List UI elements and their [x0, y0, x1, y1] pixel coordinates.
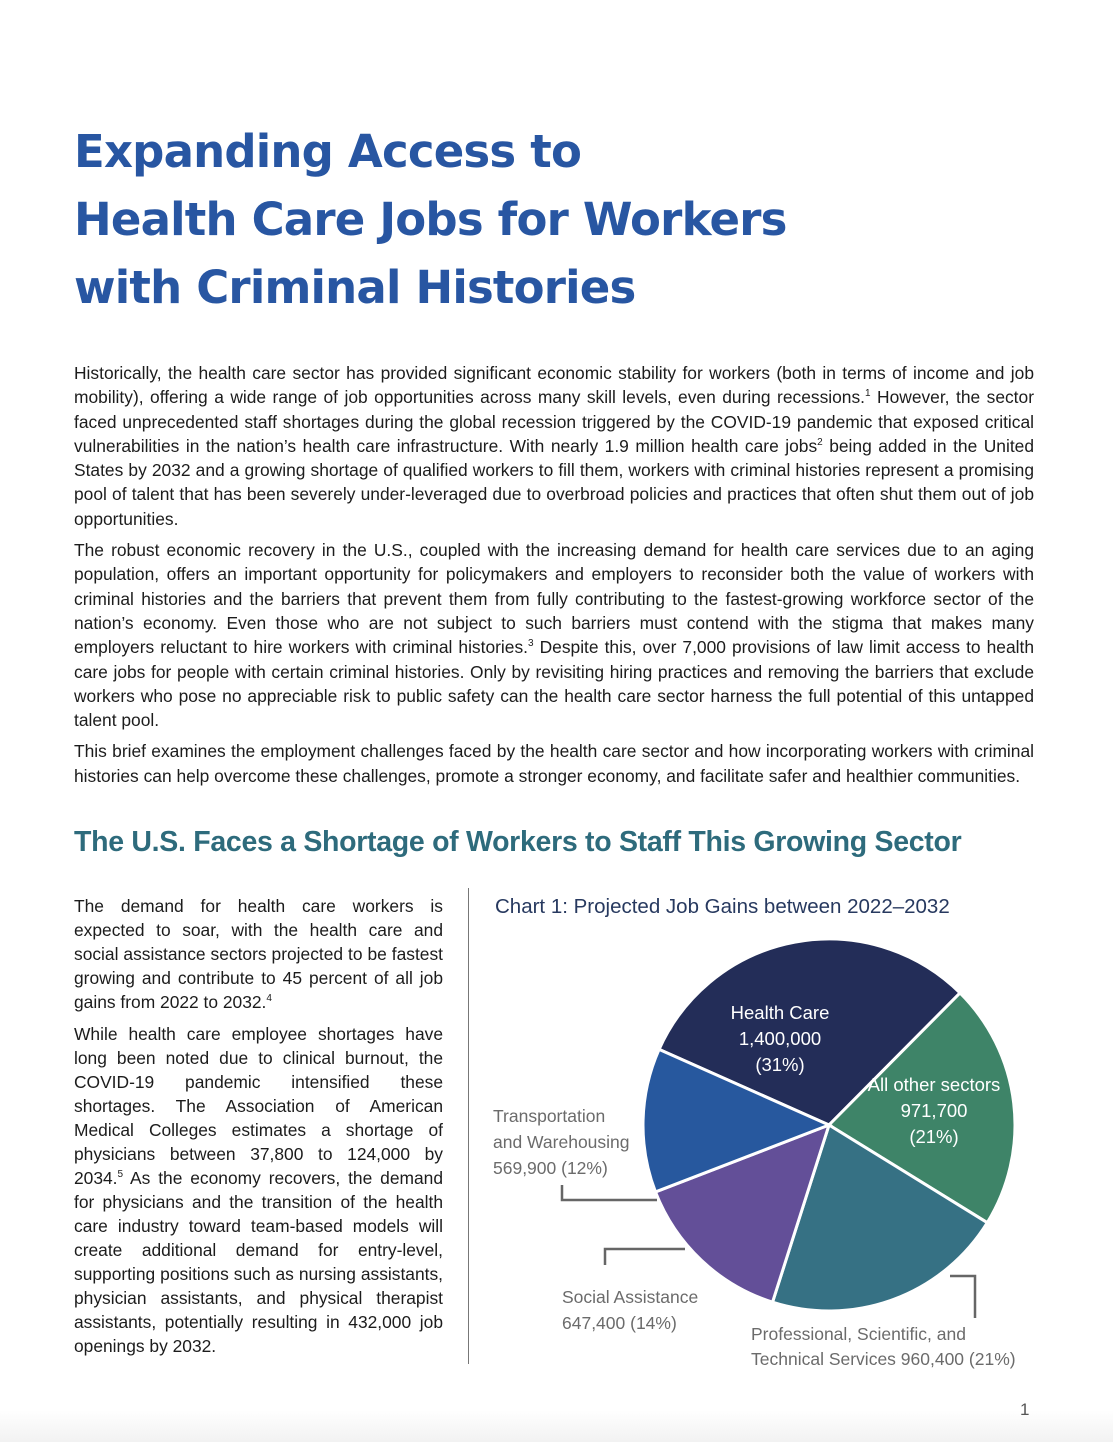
- slice-label-other-pct: (21%): [909, 1126, 959, 1147]
- title-line-3: with Criminal Histories: [74, 261, 636, 314]
- title-line-1: Expanding Access to: [74, 125, 582, 178]
- intro-p2-text-b: Despite this, over 7,000 provisions of law limit access to health care jobs for people with certain criminal histories. Only by revisiting hiring practices and removing the barriers that exclude workers who pose no appreciable risk to public safety can the health care sector harness the full potential of this untapped talent pool.: [74, 637, 1035, 731]
- footnote-ref-4: 4: [266, 993, 272, 1005]
- left-p2-text-a: While health care employee shortages have long been noted due to clinical burnout, the COVID-19 pandemic intensified these shortages. The Association of American Medical Colleges estimates a shortage of physicians between 37,800 to 124,000 by 2034.: [74, 1024, 443, 1188]
- leader-line-professional: [950, 1276, 975, 1318]
- footnote-ref-2: 2: [817, 437, 823, 449]
- slice-label-other-name: All other sectors: [867, 1074, 1001, 1095]
- slice-label-professional-line-2: Technical Services 960,400 (21%): [751, 1349, 1016, 1369]
- slice-label-health-care-name: Health Care: [730, 1002, 830, 1023]
- footnote-ref-3: 3: [528, 638, 534, 650]
- page-number: 1: [1020, 1400, 1030, 1419]
- footnote-ref-5: 5: [117, 1169, 124, 1181]
- slice-label-social-line-1: Social Assistance: [562, 1287, 699, 1307]
- intro-p1-text-a: Historically, the health care sector has provided significant economic stability for workers (both in terms of income and job mobility), offering a wide range of job opportunities across many skill levels, even during recessions.: [74, 363, 1034, 408]
- left-p2-text-b: As the economy recovers, the demand for physicians and the transition of the health care industry toward team-based models will create additional demand for entry-level, supporting positions such as nursing assistants, physician assistants, and physical therapist assistants, potentially resulting in 432,000 job openings by 2032.: [74, 1168, 443, 1356]
- slice-label-transportation-line-1: Transportation: [493, 1106, 606, 1126]
- slice-label-health-care-pct: (31%): [755, 1054, 805, 1075]
- leader-line-transportation: [562, 1185, 657, 1200]
- chart-title: Chart 1: Projected Job Gains between 2022–2032: [495, 895, 950, 918]
- slice-label-transportation-line-3: 569,900 (12%): [493, 1158, 608, 1178]
- footnote-ref-1: 1: [865, 388, 871, 400]
- title-line-2: Health Care Jobs for Workers: [74, 193, 787, 246]
- footer-band: [0, 1410, 1113, 1442]
- slice-label-transportation-line-2: and Warehousing: [493, 1132, 630, 1152]
- left-p1-text: The demand for health care workers is expected to soar, with the health care and social assistance sectors projected to be fastest growing and contribute to 45 percent of all job gains from 2022 to 2032.: [74, 896, 443, 1012]
- intro-p1-text-b: However, the sector faced unprecedented staff shortages during the global recession triggered by the COVID-19 pandemic that exposed critical vulnerabilities in the nation’s health care infrastructure. With nearly 1.9 million health care jobs: [74, 387, 1034, 456]
- slice-label-other-value: 971,700: [900, 1100, 968, 1121]
- slice-label-health-care-value: 1,400,000: [738, 1028, 822, 1049]
- intro-p2-text-a: The robust economic recovery in the U.S., coupled with the increasing demand for health care services due to an aging population, offers an important opportunity for policymakers and employers to reconsider both the value of workers with criminal histories and the barriers that prevent them from fully contributing to the fastest-growing workforce sector of the nation’s economy. Even those who are not subject to such barriers must contend with the stigma that makes many employers reluctant to hire workers with criminal histories.: [74, 540, 1034, 658]
- slice-label-professional-line-1: Professional, Scientific, and: [751, 1324, 966, 1344]
- pie-slices: [643, 939, 1015, 1311]
- section-heading: The U.S. Faces a Shortage of Workers to Staff This Growing Sector: [74, 826, 962, 858]
- leader-line-social-assistance: [605, 1249, 685, 1265]
- intro-paragraph-3: This brief examines the employment challenges faced by the health care sector and how incorporating workers with criminal histories can help overcome these challenges, promote a stronger economy, and facilitate safer and healthier communities.: [74, 741, 1034, 786]
- intro-p1-text-c: being added in the United States by 2032 and a growing shortage of qualified workers to fill them, workers with criminal histories represent a promising pool of talent that has been severely under-leveraged due to overbroad policies and practices that often shut them out of job opportunities.: [74, 435, 1034, 529]
- slice-label-social-line-2: 647,400 (14%): [562, 1313, 677, 1333]
